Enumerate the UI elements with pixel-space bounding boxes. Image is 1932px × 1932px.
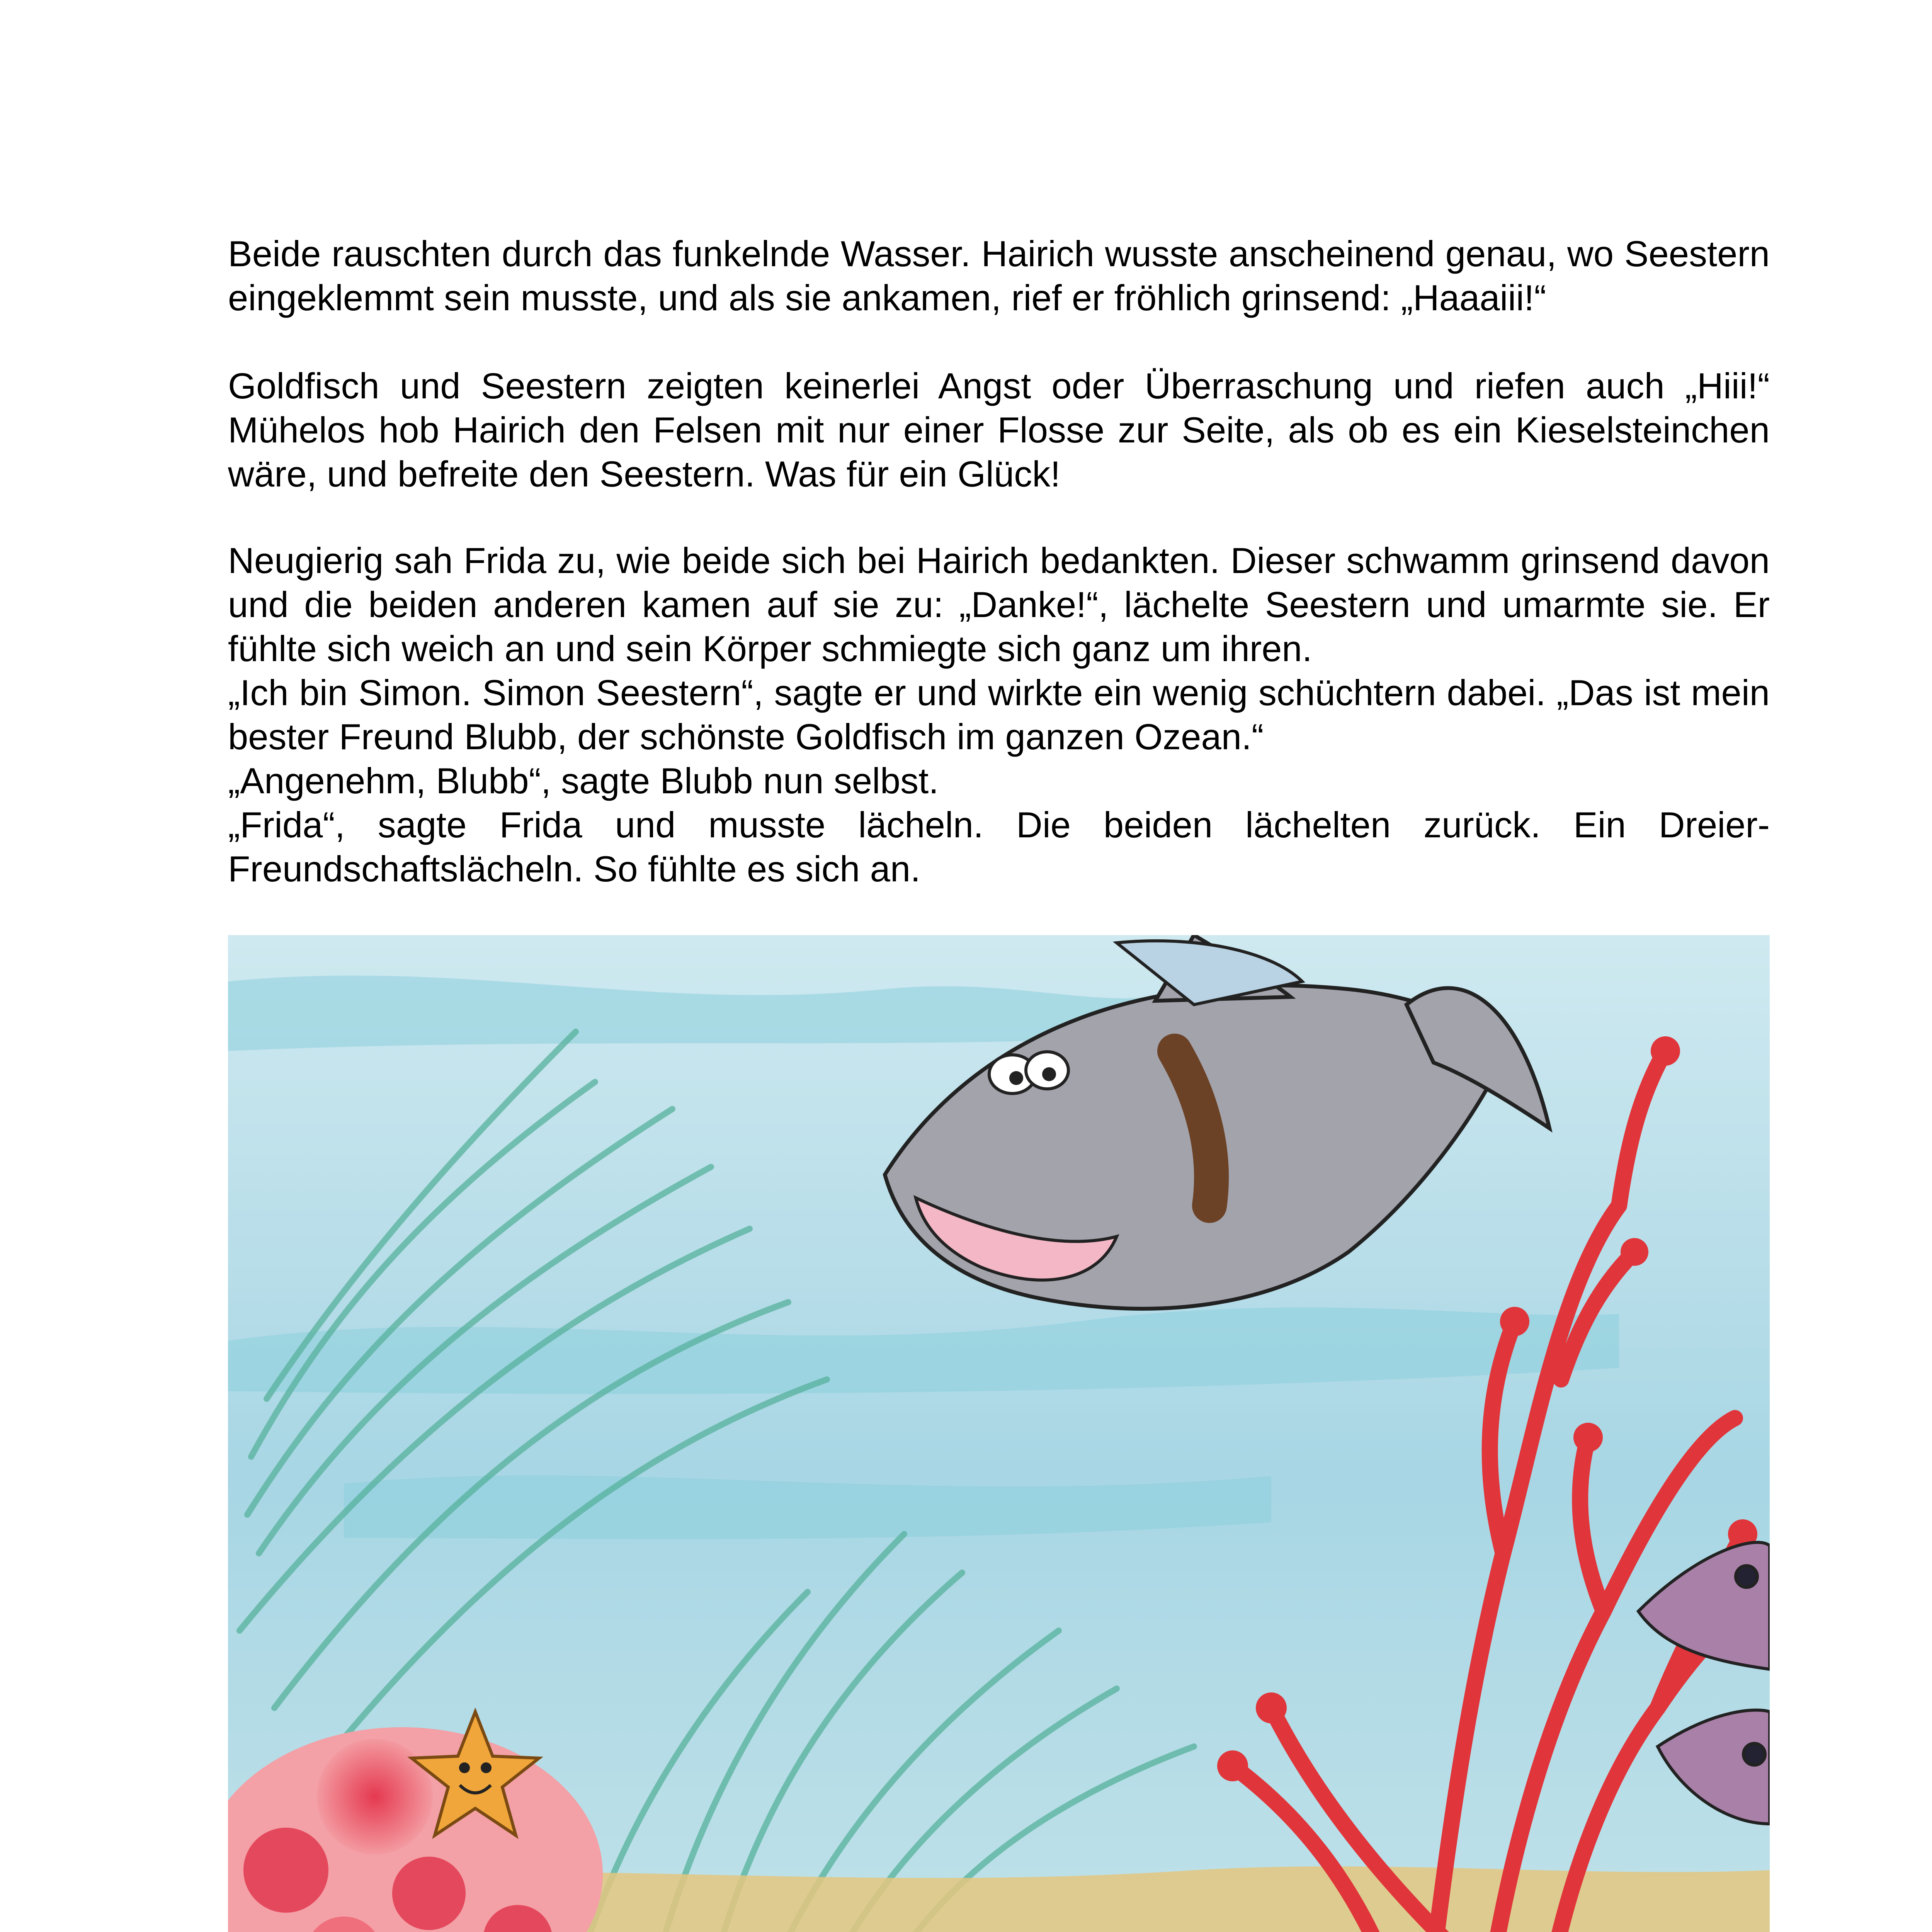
paragraph-line: Neugierig sah Frida zu, wie beide sich bei Hairich bedankten. Dieser schwamm grinsend davon und die beiden anderen kamen auf sie zu: „Danke!“, lächelte Seestern und umarmte sie. Er fühlte sich weich an und sein Körper schmiegte sich ganz um ihren. bbox=[228, 540, 1770, 669]
paragraph-introductions bbox=[228, 539, 1770, 891]
paragraph-line: Beide rauschten durch das funkelnde Wasser. Hairich wusste anscheinend genau, wo Seestern eingeklemmt sein musste, und als sie ankamen, rief er fröhlich grinsend: „Haaaiii!“ bbox=[228, 233, 1770, 318]
paragraph-rock-lifted bbox=[228, 364, 1770, 496]
paragraph-line: „Frida“, sagte Frida und musste lächeln. Die beiden lächelten zurück. Ein Dreier-Freundschaftslächeln. So fühlte es sich an. bbox=[228, 804, 1770, 889]
paragraph-line: „Angenehm, Blubb“, sagte Blubb nun selbst. bbox=[228, 760, 939, 801]
underwater-illustration bbox=[228, 935, 1770, 1932]
paragraph-line: „Ich bin Simon. Simon Seestern“, sagte er und wirkte ein wenig schüchtern dabei. „Das ist mein bester Freund Blubb, der schönste Goldfisch im ganzen Ozean.“ bbox=[228, 672, 1770, 757]
illustration-svg bbox=[228, 935, 1770, 1932]
paragraph-line: Goldfisch und Seestern zeigten keinerlei Angst oder Überraschung und riefen auch „Hiii!“ Mühelos hob Hairich den Felsen mit nur einer Flosse zur Seite, als ob es ein Kieselsteinchen wäre, und befreite den Seestern. Was für ein Glück! bbox=[228, 366, 1770, 494]
paragraph-hairich-arrives bbox=[228, 232, 1770, 320]
